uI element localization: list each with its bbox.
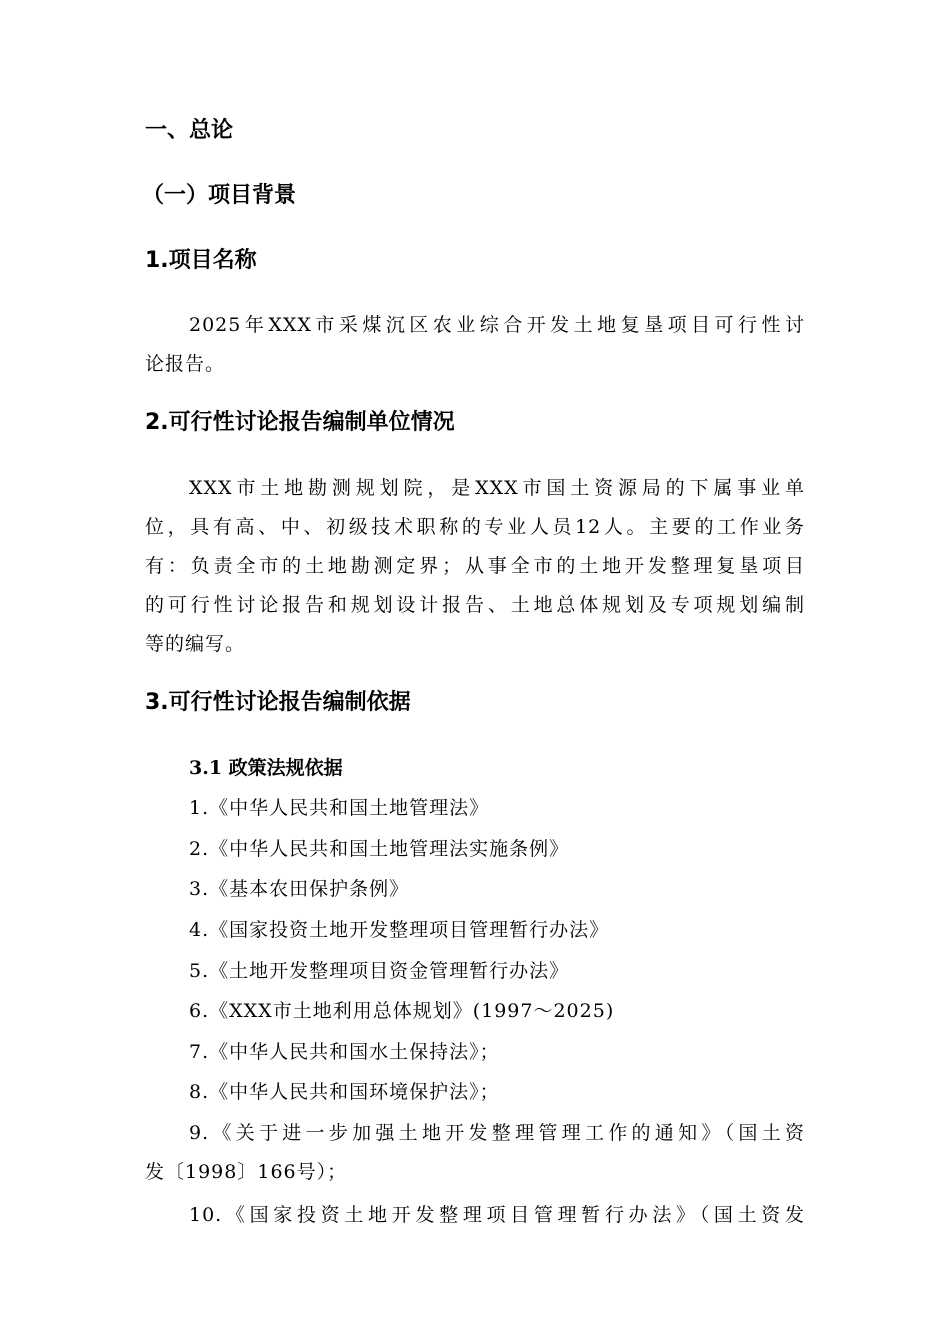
list-item-wrapped	[145, 1114, 805, 1192]
paragraph-project-name	[145, 306, 805, 384]
paragraph-line: 论报告。	[145, 353, 226, 375]
paragraph-organization	[145, 469, 805, 664]
paragraph-line: XXX市土地勘测规划院，是XXX市国土资源局的下属事业单	[189, 477, 805, 499]
section-heading: （一）项目背景	[142, 183, 297, 208]
list-item: 3.《基本农田保护条例》	[189, 878, 410, 900]
paragraph-line: 10.《国家投资土地开发整理项目管理暂行办法》（国土资发	[189, 1204, 805, 1226]
list-item: 2.《中华人民共和国土地管理法实施条例》	[189, 838, 570, 860]
list-item-wrapped	[145, 1196, 805, 1235]
paragraph-line: 等的编写。	[145, 633, 246, 655]
chapter-heading: 一、总论	[145, 118, 234, 143]
paragraph-line: 的可行性讨论报告和规划设计报告、土地总体规划及专项规划编制	[145, 594, 805, 616]
subsection-heading-basis: 3.可行性讨论报告编制依据	[145, 690, 411, 715]
paragraph-line: 位，具有高、中、初级技术职称的专业人员12人。主要的工作业务	[145, 516, 805, 538]
list-item: 7.《中华人民共和国水土保持法》；	[189, 1041, 500, 1063]
paragraph-line: 发〔1998〕166号）；	[145, 1161, 348, 1183]
subsection-heading-project-name: 1.项目名称	[145, 248, 257, 273]
list-item: 8.《中华人民共和国环境保护法》；	[189, 1081, 500, 1103]
paragraph-line: 2025年XXX市采煤沉区农业综合开发土地复垦项目可行性讨	[189, 314, 805, 336]
subsection-heading-organization: 2.可行性讨论报告编制单位情况	[145, 410, 455, 435]
paragraph-line: 9.《关于进一步加强土地开发整理管理工作的通知》（国土资	[189, 1122, 805, 1144]
list-item: 5.《土地开发整理项目资金管理暂行办法》	[189, 960, 570, 982]
list-item: 1.《中华人民共和国土地管理法》	[189, 797, 490, 819]
list-item: 4.《国家投资土地开发整理项目管理暂行办法》	[189, 919, 610, 941]
paragraph-line: 有：负责全市的土地勘测定界；从事全市的土地开发整理复垦项目	[145, 555, 805, 577]
list-item: 6.《XXX市土地利用总体规划》(1997～2025)	[189, 1000, 615, 1022]
subsubsection-heading-policy: 3.1 政策法规依据	[189, 757, 343, 779]
